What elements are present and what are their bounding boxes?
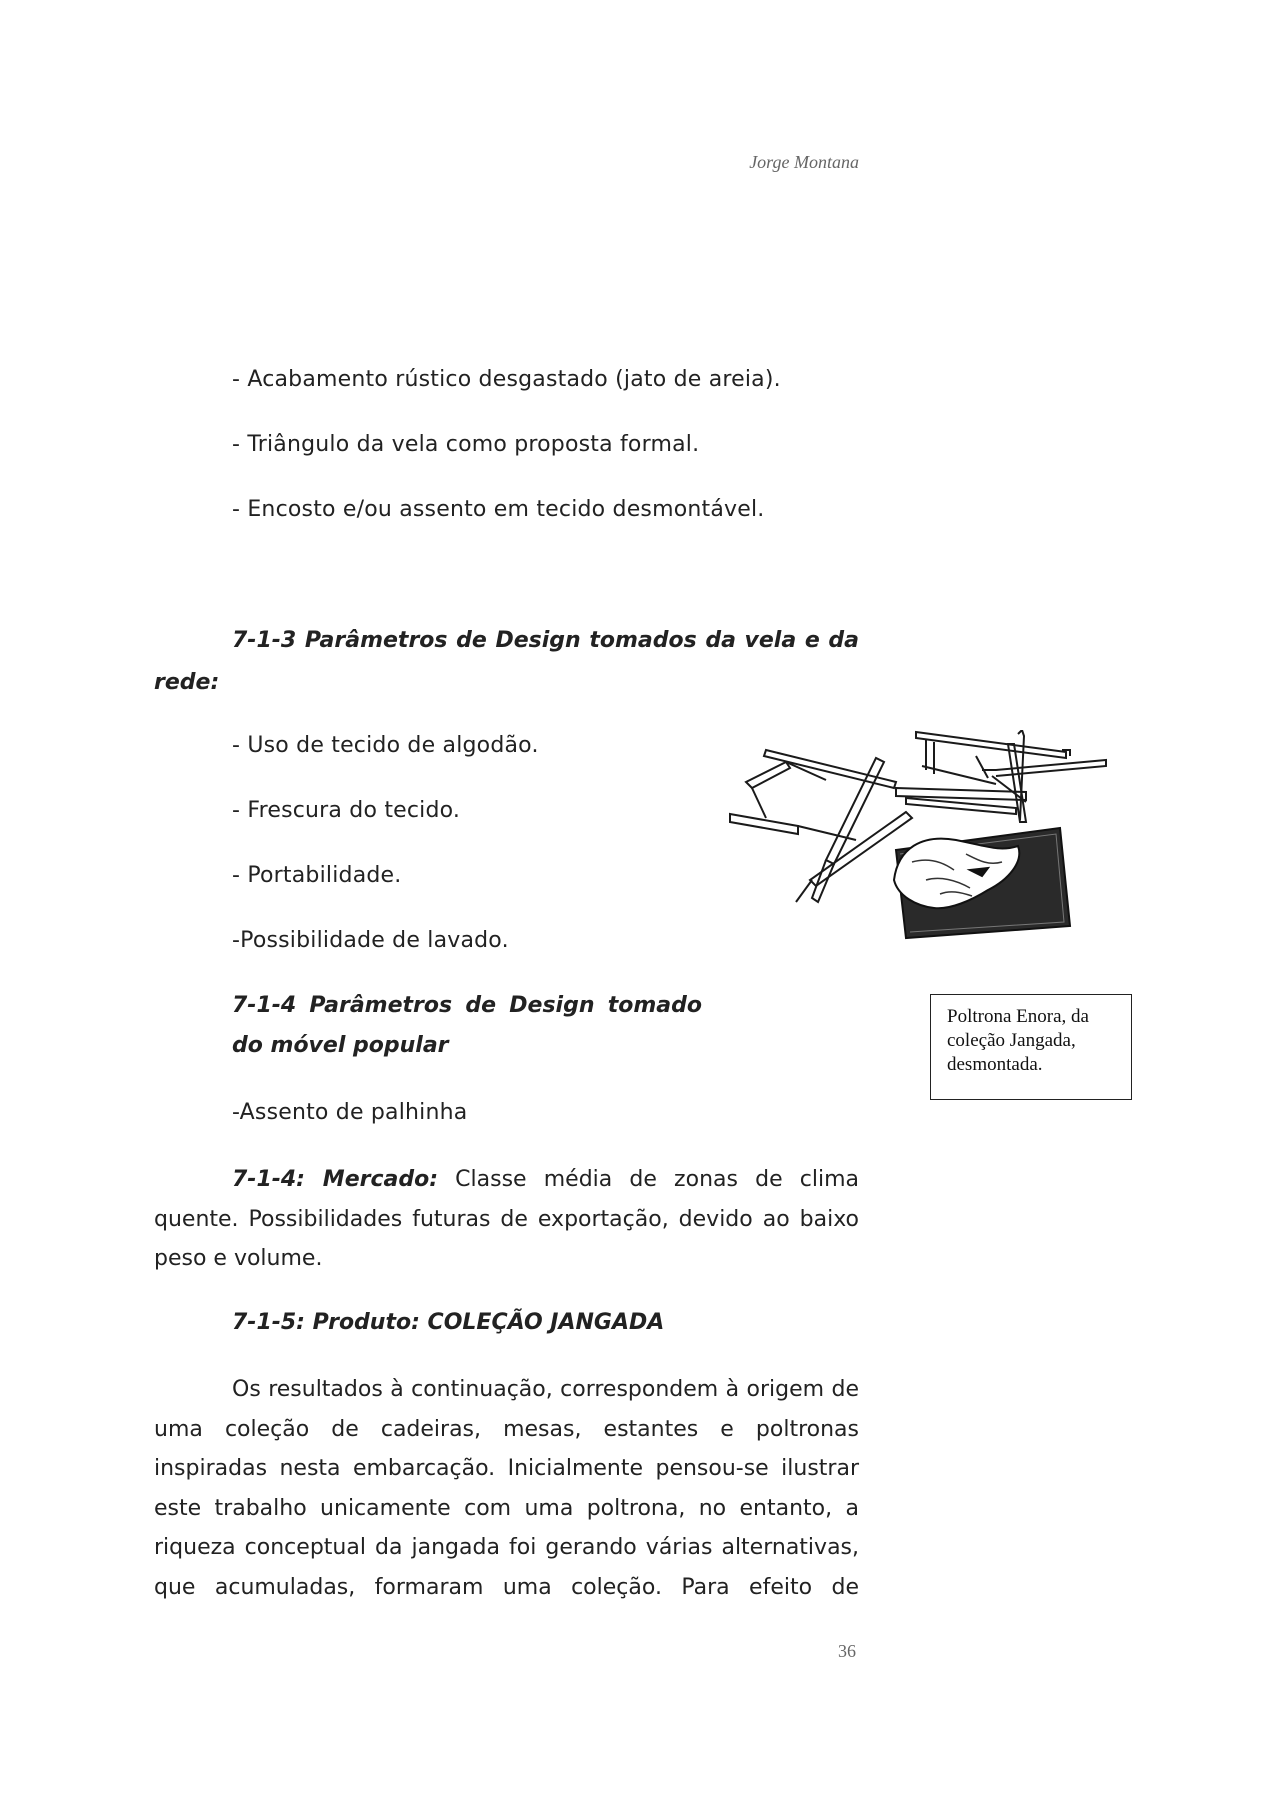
paragraph-resultados: Os resultados à continuação, correspondem à origem de uma coleção de cadeiras, mesas, estantes e poltronas inspiradas nesta embarcação. Inicialmente pensou-se ilustrar este trabalho unicamente com uma poltrona, no entanto, a riqueza conceptual da jangada foi gerando várias alternativas, que acumuladas, formaram uma coleção. Para efeito de: [154, 1377, 859, 1600]
mercado-label: 7-1-4: Mercado:: [232, 1167, 439, 1192]
list-item-triangulo: - Triângulo da vela como proposta formal.: [232, 432, 700, 457]
heading-7-1-4-continuation: do móvel popular: [232, 1033, 449, 1058]
list-item-algodao: - Uso de tecido de algodão.: [232, 733, 539, 758]
figure-caption: Poltrona Enora, da coleção Jangada, desmontada.: [930, 994, 1132, 1100]
list-item-encosto: - Encosto e/ou assento em tecido desmontável.: [232, 497, 765, 522]
figure-disassembled-armchair: [726, 730, 1136, 975]
list-item-frescura: - Frescura do tecido.: [232, 798, 461, 823]
list-item-portabilidade: - Portabilidade.: [232, 863, 402, 888]
running-header-author: Jorge Montana: [749, 152, 859, 172]
list-item-acabamento: - Acabamento rústico desgastado (jato de areia).: [232, 367, 781, 392]
heading-7-1-3-continuation: rede:: [154, 670, 220, 695]
heading-7-1-5-produto: 7-1-5: Produto: COLEÇÃO JANGADA: [232, 1310, 665, 1335]
list-item-lavado: -Possibilidade de lavado.: [232, 928, 509, 953]
mercado-text: Classe média de zonas de clima quente. Possibilidades futuras de exportação, devido ao baixo peso e volume.: [154, 1167, 859, 1271]
paragraph-mercado: [154, 1160, 859, 1279]
heading-7-1-3: 7-1-3 Parâmetros de Design tomados da vela e da: [232, 628, 859, 653]
heading-7-1-4: 7-1-4 Parâmetros de Design tomado: [232, 993, 702, 1018]
page-number: 36: [838, 1641, 856, 1661]
list-item-palhinha: -Assento de palhinha: [232, 1100, 468, 1125]
